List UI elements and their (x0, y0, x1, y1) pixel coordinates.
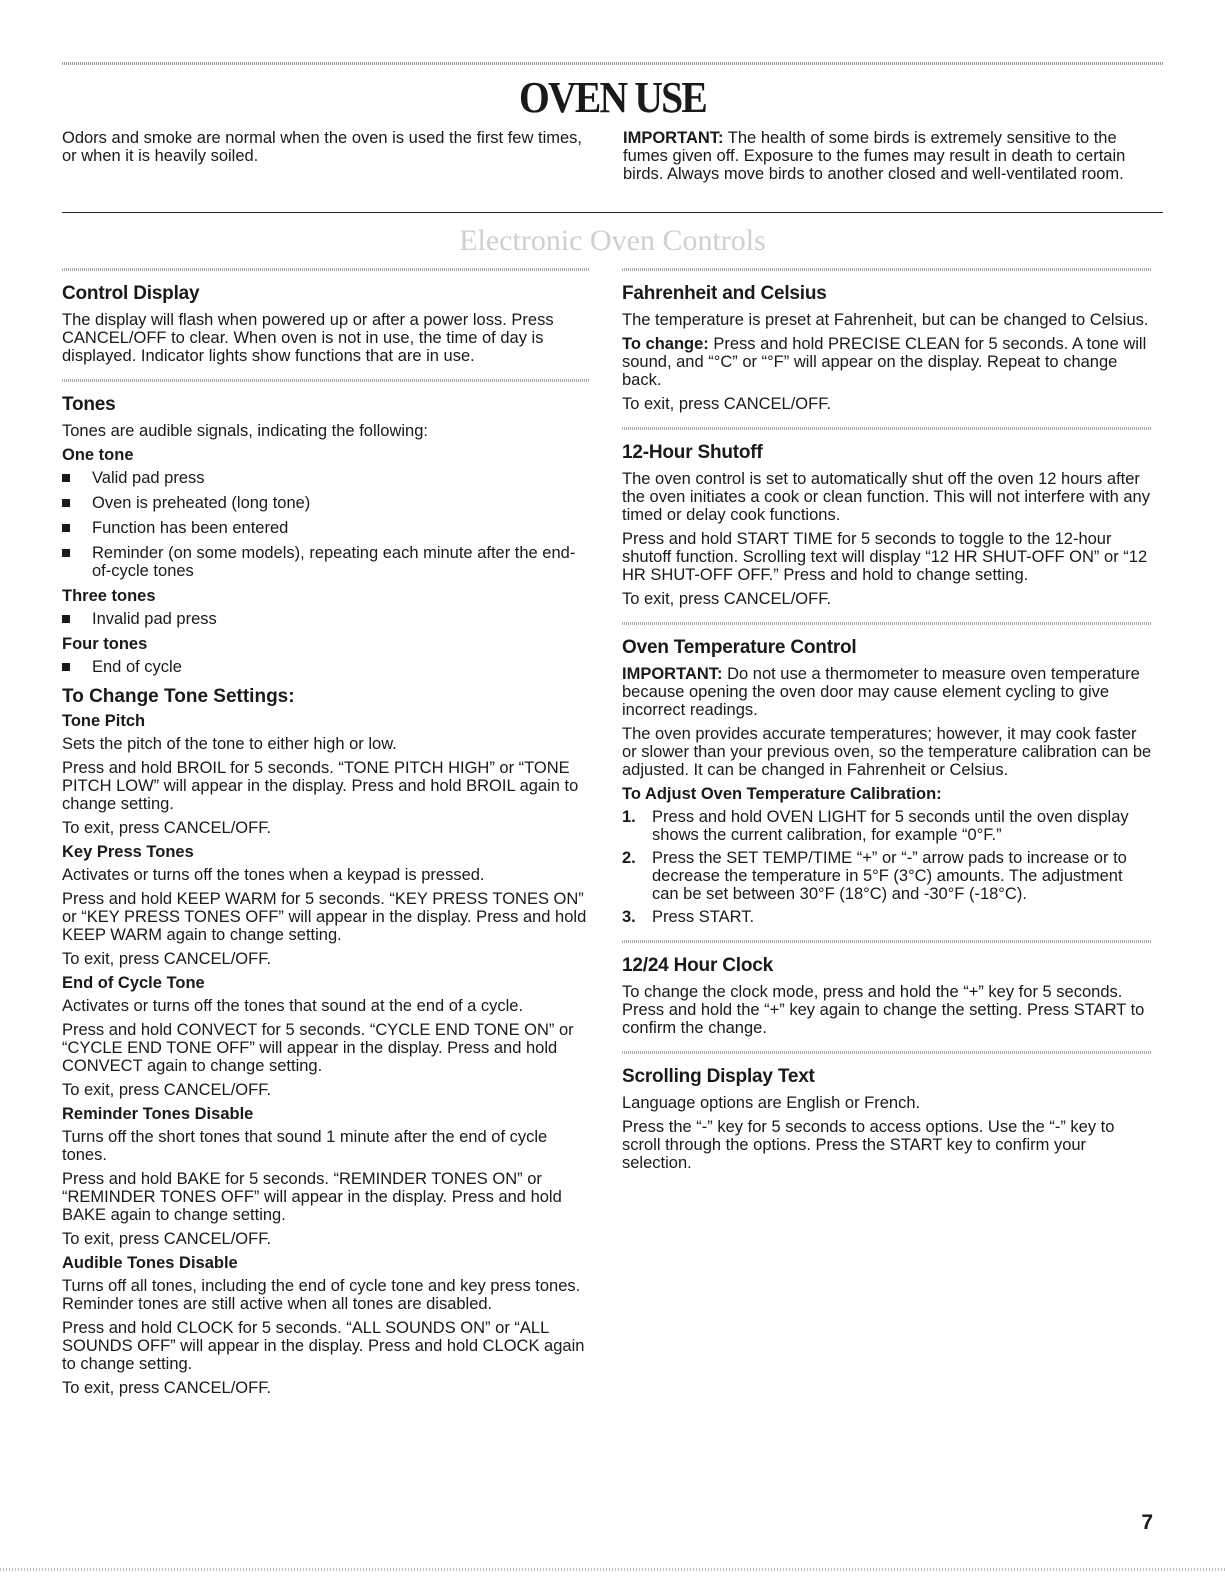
control-display-text: The display will flash when powered up or after a power loss. Press CANCEL/OFF to clear. When oven is not in use, the time of day is displayed. Indicator lights show functions that are in use. (62, 311, 554, 365)
page-title: OVEN USE (519, 73, 706, 122)
clock-section (622, 940, 1152, 1037)
tones-heading: Tones (62, 394, 116, 415)
fahrenheit-exit: To exit, press CANCEL/OFF. (622, 395, 832, 413)
temp-control-heading: Oven Temperature Control (622, 637, 857, 658)
one-tone-label: One tone (62, 446, 134, 464)
dotted-divider (622, 622, 1152, 625)
step-item: 2. Press the SET TEMP/TIME “+” or “-” arrow pads to increase or to decrease the temperature in 5°F (3°C) amounts. The adjustment can be set between 30°F (18°C) and -30°F (-18°C). (622, 849, 1127, 903)
reminder-exit: To exit, press CANCEL/OFF. (62, 1230, 272, 1248)
important-label: IMPORTANT: (623, 129, 724, 147)
shutoff-section (622, 427, 1152, 608)
fahrenheit-section (622, 268, 1152, 413)
temp-control-important: IMPORTANT: Do not use a thermometer to measure oven temperature because opening the oven door may cause element cycling to give incorrect readings. (622, 665, 1140, 719)
list-item: Oven is preheated (long tone) (62, 494, 590, 512)
fahrenheit-text: The temperature is preset at Fahrenheit, but can be changed to Celsius. (622, 311, 1149, 329)
four-tones-label: Four tones (62, 635, 148, 653)
scrolling-text: Press the “-” key for 5 seconds to access options. Use the “-” key to scroll through the options. Press the START key to confirm your selection. (622, 1118, 1115, 1172)
shutoff-heading: 12-Hour Shutoff (622, 442, 763, 463)
dotted-divider (62, 379, 590, 382)
intro-important (623, 129, 1163, 183)
one-tone-list (62, 469, 590, 580)
list-item: Function has been entered (62, 519, 590, 537)
three-tones-label: Three tones (62, 587, 156, 605)
bottom-dotted-rule (0, 1568, 1225, 1571)
tone-pitch-exit: To exit, press CANCEL/OFF. (62, 819, 272, 837)
audible-text: Turns off all tones, including the end of cycle tone and key press tones. Reminder tones are still active when all tones are disabled. (62, 1277, 581, 1313)
shutoff-text: The oven control is set to automatically shut off the oven 12 hours after the oven initiates a cook or clean function. This will not interfere with any timed or delay cook functions. (622, 470, 1150, 524)
intro-odors: Odors and smoke are normal when the oven is used the first few times, or when it is heavily soiled. (62, 129, 582, 165)
bullet-square-icon (62, 474, 70, 482)
important-label: IMPORTANT: (622, 665, 723, 683)
temp-control-section (622, 622, 1152, 926)
end-cycle-text: Press and hold CONVECT for 5 seconds. “CYCLE END TONE ON” or “CYCLE END TONE OFF” will appear in the display. Press and hold CONVECT again to change setting. (62, 1021, 574, 1075)
dotted-divider (622, 940, 1152, 943)
bullet-square-icon (62, 663, 70, 671)
shutoff-text: Press and hold START TIME for 5 seconds to toggle to the 12-hour shutoff function. Scrolling text will display “12 HR SHUT-OFF ON” or “12 HR SHUT-OFF OFF.” Press and hold to change setting. (622, 530, 1148, 584)
end-cycle-label: End of Cycle Tone (62, 974, 205, 992)
tone-pitch-text: Sets the pitch of the tone to either high or low. (62, 735, 397, 753)
tones-intro: Tones are audible signals, indicating the following: (62, 422, 428, 440)
end-cycle-exit: To exit, press CANCEL/OFF. (62, 1081, 272, 1099)
adjust-calibration-label: To Adjust Oven Temperature Calibration: (622, 785, 942, 803)
tone-pitch-label: Tone Pitch (62, 712, 146, 730)
bullet-square-icon (62, 615, 70, 623)
scrolling-section (622, 1051, 1152, 1172)
step-item: 1. Press and hold OVEN LIGHT for 5 seconds until the oven display shows the current calibration, for example “0°F.” (622, 808, 1129, 844)
key-press-text: Press and hold KEEP WARM for 5 seconds. “KEY PRESS TONES ON” or “KEY PRESS TONES OFF” will appear in the display. Press and hold KEEP WARM again to change setting. (62, 890, 587, 944)
important-text: The health of some birds is extremely sensitive to the fumes given off. Exposure to the fumes may result in death to certain birds. Always move birds to another closed and well-ventilated room. (623, 129, 1126, 183)
to-change-label: To change: (622, 335, 709, 353)
four-tones-list (62, 658, 590, 676)
control-display-heading: Control Display (62, 283, 200, 304)
step-item: 3. Press START. (622, 908, 755, 926)
right-column (622, 268, 1152, 1178)
section-subtitle: Electronic Oven Controls (459, 224, 766, 257)
clock-heading: 12/24 Hour Clock (622, 955, 773, 976)
temp-control-text: The oven provides accurate temperatures; however, it may cook faster or slower than your previous oven, so the temperature calibration can be adjusted. It can be changed in Fahrenheit or Celsius. (622, 725, 1152, 779)
dotted-divider (62, 268, 590, 271)
tone-pitch-text: Press and hold BROIL for 5 seconds. “TONE PITCH HIGH” or “TONE PITCH LOW” will appear in the display. Press and hold BROIL again to change setting. (62, 759, 579, 813)
page-number: 7 (1141, 1511, 1153, 1534)
dotted-divider (622, 427, 1152, 430)
bullet-square-icon (62, 524, 70, 532)
list-item: End of cycle (62, 658, 590, 676)
section-rule (62, 212, 1163, 213)
key-press-exit: To exit, press CANCEL/OFF. (62, 950, 272, 968)
fahrenheit-heading: Fahrenheit and Celsius (622, 283, 827, 304)
scrolling-heading: Scrolling Display Text (622, 1066, 815, 1087)
tones-section (62, 379, 590, 1397)
reminder-text: Turns off the short tones that sound 1 minute after the end of cycle tones. (62, 1128, 548, 1164)
end-cycle-text: Activates or turns off the tones that sound at the end of a cycle. (62, 997, 524, 1015)
key-press-label: Key Press Tones (62, 843, 194, 861)
list-item: Valid pad press (62, 469, 590, 487)
audible-exit: To exit, press CANCEL/OFF. (62, 1379, 272, 1397)
reminder-label: Reminder Tones Disable (62, 1105, 254, 1123)
change-tone-heading: To Change Tone Settings: (62, 686, 295, 707)
three-tones-list (62, 610, 590, 628)
bullet-square-icon (62, 549, 70, 557)
clock-text: To change the clock mode, press and hold the “+” key for 5 seconds. Press and hold the “+” key again to change the setting. Press START to confirm the change. (622, 983, 1145, 1037)
control-display-section (62, 268, 590, 365)
list-item: Invalid pad press (62, 610, 590, 628)
dotted-divider (622, 1051, 1152, 1054)
bullet-square-icon (62, 499, 70, 507)
list-item: Reminder (on some models), repeating each minute after the end-of-cycle tones (62, 544, 590, 580)
shutoff-exit: To exit, press CANCEL/OFF. (622, 590, 832, 608)
top-dotted-rule (62, 62, 1163, 65)
fahrenheit-change: To change: Press and hold PRECISE CLEAN for 5 seconds. A tone will sound, and “°C” or “°F” will appear on the display. Repeat to change back. (622, 335, 1147, 389)
reminder-text: Press and hold BAKE for 5 seconds. “REMINDER TONES ON” or “REMINDER TONES OFF” will appear in the display. Press and hold BAKE again to change setting. (62, 1170, 562, 1224)
scrolling-text: Language options are English or French. (622, 1094, 921, 1112)
left-column (62, 268, 590, 1403)
dotted-divider (622, 268, 1152, 271)
audible-text: Press and hold CLOCK for 5 seconds. “ALL SOUNDS ON” or “ALL SOUNDS OFF” will appear in the display. Press and hold CLOCK again to change setting. (62, 1319, 585, 1373)
audible-label: Audible Tones Disable (62, 1254, 238, 1272)
key-press-text: Activates or turns off the tones when a keypad is pressed. (62, 866, 485, 884)
calibration-steps (622, 808, 1152, 926)
